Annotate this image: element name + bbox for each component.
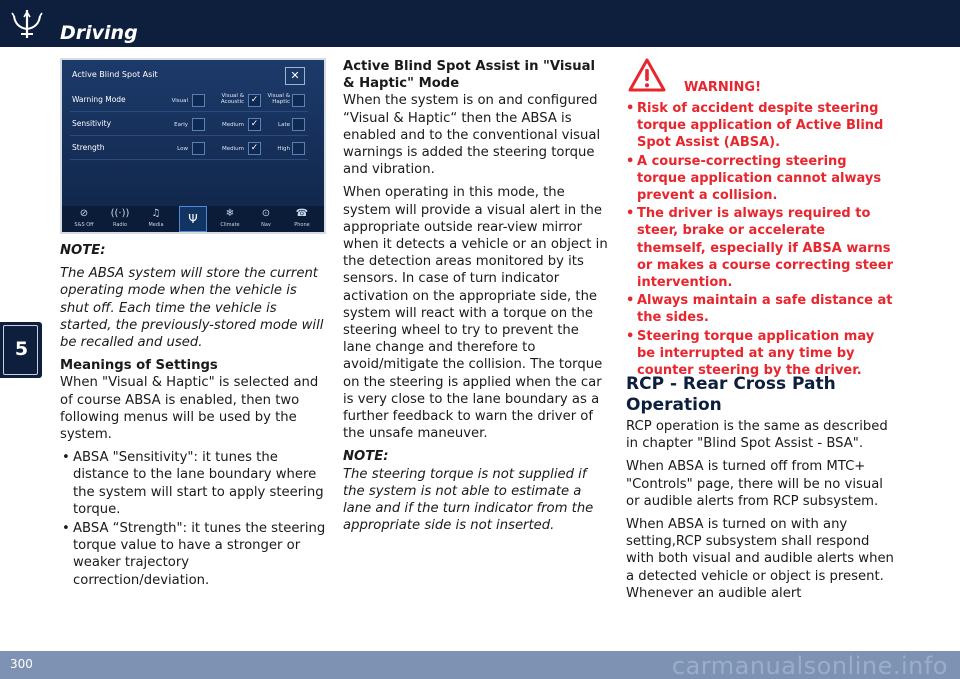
- note-body: The ABSA system will store the current operating mode when the vehicle is shut off. Each time the vehicle is started, the previously-stored mode will be recalled and used.: [60, 266, 324, 351]
- chapter-tab[interactable]: [0, 322, 42, 378]
- meanings-intro: When "Visual & Haptic" is selected and of course ABSA is enabled, then two following menus will be used by the system.: [60, 375, 319, 443]
- close-icon[interactable]: ✕: [285, 67, 305, 85]
- rcp-p2: When ABSA is turned off from MTC+ "Controls" page, there will be no visual or audible alerts from RCP subsystem.: [626, 459, 883, 509]
- settings-panel: [70, 90, 308, 162]
- rcp-heading: RCP - Rear Cross Path Operation: [626, 374, 836, 415]
- absa-settings-screenshot: [60, 58, 326, 234]
- option-checkbox[interactable]: [192, 94, 205, 107]
- checkmark-icon: ✓: [250, 95, 259, 105]
- visual-haptic-p1: When the system is on and configured “Visual & Haptic“ then the ABSA is enabled and to the conventional visual warnings is added the steering torque and vibration.: [343, 93, 601, 178]
- warning-item: • Steering torque application may be interrupted at any time by counter steering by the driver.: [626, 328, 896, 380]
- radio-icon: ((·)): [110, 208, 130, 219]
- warning-triangle-icon: [628, 58, 666, 92]
- warning-item: • The driver is always required to steer, brake or accelerate themself, especially if ABSA warns or makes a course correcting steer intervention.: [626, 205, 896, 291]
- option-checkbox[interactable]: [192, 118, 205, 131]
- option-label: Early: [174, 122, 188, 128]
- option-checkbox[interactable]: [292, 94, 305, 107]
- setting-row-strength: [70, 138, 308, 160]
- note-heading: NOTE:: [60, 243, 106, 258]
- infotainment-screen: [62, 60, 324, 232]
- settings-bullet-list: [60, 449, 328, 589]
- option-label: High: [277, 146, 290, 152]
- watermark: carmanualsonline.info: [671, 652, 948, 679]
- option-label: Visual & Acoustic: [220, 93, 244, 105]
- checkmark-icon: ✓: [250, 143, 259, 153]
- setting-label: Strength: [72, 143, 105, 152]
- warning-title: WARNING!: [684, 80, 762, 95]
- column-3-body: [626, 418, 898, 608]
- option-checkbox[interactable]: [292, 142, 305, 155]
- nav-label: Media: [148, 222, 164, 228]
- nav-label: Radio: [112, 222, 128, 228]
- nav-item-media[interactable]: [138, 206, 174, 232]
- page-number: 300: [10, 657, 33, 671]
- nav-label: Phone: [294, 222, 310, 228]
- rcp-p3: When ABSA is turned on with any setting,RCP subsystem shall respond with both visual and audible alerts when a detected vehicle or object is present. Whenever an audible alert: [626, 517, 894, 601]
- bullet-strength: • ABSA “Strength": it tunes the steering torque value to have a stronger or weaker trajectory correction/deviation.: [60, 520, 328, 589]
- auto-off-icon: ⊘: [79, 208, 89, 219]
- setting-row-warning-mode: [70, 90, 308, 112]
- column-2: [343, 58, 609, 540]
- nav-label: S&S Off: [74, 222, 94, 228]
- option-checkbox-checked[interactable]: [248, 94, 261, 107]
- climate-icon: ❄: [225, 208, 235, 219]
- trident-icon: [10, 8, 44, 40]
- compass-icon: ⊙: [261, 208, 271, 219]
- visual-haptic-p2: When operating in this mode, the system will provide a visual alert in the appropriate outside rear-view mirror when it detects a vehicle or an object in the detection areas monitored by its sensors. In case of turn indicator activation on the appropriate side, the system will react with a torque on the steering wheel to try to prevent the lane change and therefore to avoid/mitigate the collision. The torque on the steering is applied when the car is very close to the lane boundary as a further feedback to warn the driver of the unsafe maneuver.: [343, 185, 608, 442]
- nav-item-climate[interactable]: [212, 206, 248, 232]
- phone-icon: ☎: [295, 208, 309, 219]
- option-label: Low: [177, 146, 188, 152]
- nav-label: Climate: [220, 222, 240, 228]
- option-checkbox-checked[interactable]: [248, 118, 261, 131]
- option-checkbox[interactable]: [292, 118, 305, 131]
- note-body: The steering torque is not supplied if the system is not able to estimate a lane and if the turn indicator from the appropriate side is not inserted.: [343, 466, 594, 534]
- option-label: Medium: [222, 122, 244, 128]
- option-label: Visual & Haptic: [267, 93, 290, 105]
- visual-haptic-heading: Active Blind Spot Assist in "Visual & Haptic" Mode: [343, 59, 596, 92]
- infotainment-nav-bar: [62, 206, 324, 232]
- section-title: Driving: [60, 22, 138, 44]
- meanings-heading: Meanings of Settings: [60, 358, 218, 374]
- nav-item-ss-off[interactable]: [66, 206, 102, 232]
- column-1: [60, 242, 328, 591]
- option-checkbox[interactable]: [192, 142, 205, 155]
- option-checkbox-checked[interactable]: [248, 142, 261, 155]
- trident-home-icon[interactable]: Ψ: [179, 206, 207, 232]
- chapter-number: 5: [14, 338, 29, 360]
- setting-label: Sensitivity: [72, 119, 112, 128]
- setting-row-sensitivity: [70, 114, 308, 136]
- nav-label: Nav: [261, 222, 271, 228]
- warning-item: • Risk of accident despite steering torque application of Active Blind Spot Assist (ABSA).: [626, 100, 896, 152]
- option-label: Medium: [222, 146, 244, 152]
- screen-title: Active Blind Spot Asit: [72, 70, 158, 79]
- note-heading: NOTE:: [343, 449, 389, 465]
- nav-item-nav[interactable]: [248, 206, 284, 232]
- setting-label: Warning Mode: [72, 95, 126, 104]
- warning-item: • Always maintain a safe distance at the sides.: [626, 292, 896, 326]
- option-label: Visual: [171, 98, 188, 104]
- rcp-p1: RCP operation is the same as described in chapter "Blind Spot Assist - BSA".: [626, 419, 888, 452]
- chapter-tab-frame: [3, 325, 38, 375]
- nav-item-phone[interactable]: [284, 206, 320, 232]
- header-bar: [0, 0, 960, 47]
- warning-item: • A course-correcting steering torque application cannot always prevent a collision.: [626, 153, 896, 205]
- bullet-sensitivity: • ABSA "Sensitivity": it tunes the distance to the lane boundary where the system will start to apply steering torque.: [60, 449, 328, 518]
- option-label: Late: [278, 122, 290, 128]
- music-icon: ♫: [151, 208, 161, 219]
- warning-list: [626, 100, 896, 380]
- nav-item-radio[interactable]: [102, 206, 138, 232]
- checkmark-icon: ✓: [250, 119, 259, 129]
